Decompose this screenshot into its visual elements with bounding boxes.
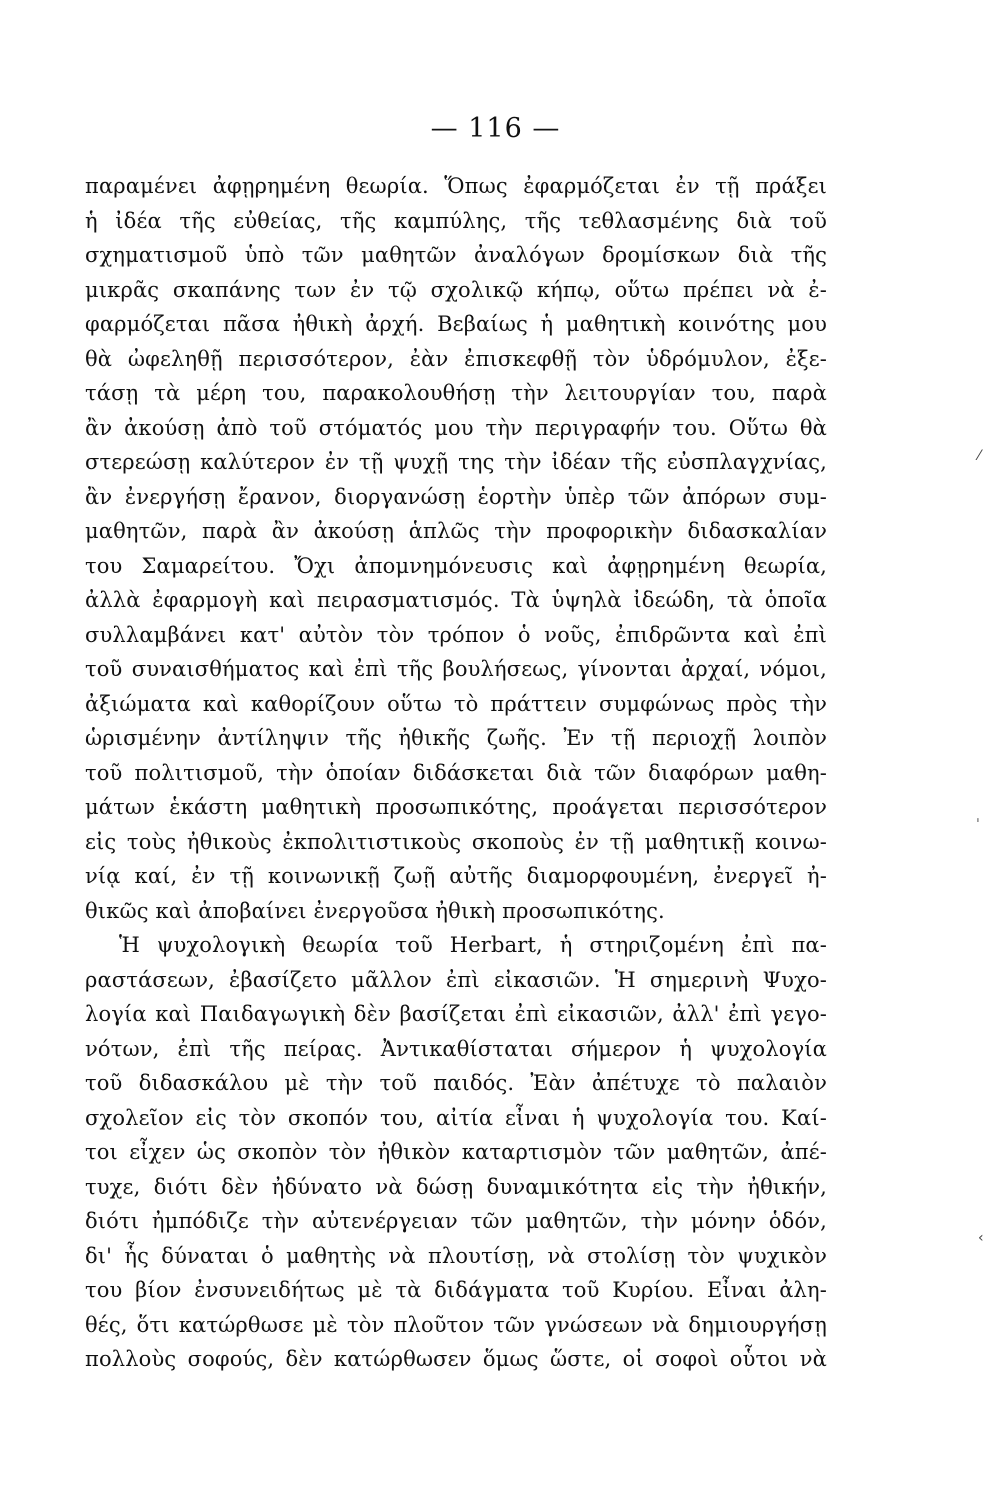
text-line: του βίον ἐνσυνειδήτως μὲ τὰ διδάγματα τοῦ Κυρίου. Εἶναι ἀλη-: [85, 1278, 827, 1302]
text-line: ἡ ἰδέα τῆς εὐθείας, τῆς καμπύλης, τῆς τεθλασμένης διὰ τοῦ: [85, 208, 827, 233]
text-line: του Σαμαρείτου. Ὄχι ἀπομνημόνευσις καὶ ἀφῃρημένη θεωρία,: [85, 553, 827, 578]
text-line: μικρᾶς σκαπάνης των ἐν τῷ σχολικῷ κήπῳ, οὕτω πρέπει νὰ ἐ-: [85, 277, 827, 302]
text-line: ἂν ἀκούσῃ ἀπὸ τοῦ στόματός μου τὴν περιγραφήν του. Οὕτω θὰ: [85, 415, 827, 440]
text-line: θὰ ὠφεληθῇ περισσότερον, ἐὰν ἐπισκεφθῇ τὸν ὑδρόμυλον, ἐξε-: [85, 346, 827, 371]
text-line: μαθητῶν, παρὰ ἂν ἀκούσῃ ἁπλῶς τὴν προφορικὴν διδασκαλίαν: [85, 519, 827, 543]
text-line: τοῦ πολιτισμοῦ, τὴν ὁποίαν διδάσκεται διὰ τῶν διαφόρων μαθη-: [85, 760, 827, 785]
text-line: τυχε, διότι δὲν ἠδύνατο νὰ δώσῃ δυναμικότητα εἰς τὴν ἠθικήν,: [85, 1174, 827, 1199]
text-line: εἰς τοὺς ἠθικοὺς ἐκπολιτιστικοὺς σκοποὺς ἐν τῇ μαθητικῇ κοινω-: [85, 829, 827, 854]
text-line: τοῦ συναισθήματος καὶ ἐπὶ τῆς βουλήσεως, γίνονται ἀρχαί, νόμοι,: [85, 657, 827, 681]
text-line: θές, ὅτι κατώρθωσε μὲ τὸν πλοῦτον τῶν γνώσεων νὰ δημιουργήσῃ: [85, 1312, 827, 1337]
text-line: ραστάσεων, ἐβασίζετο μᾶλλον ἐπὶ εἰκασιῶν. Ἡ σημερινὴ Ψυχο-: [85, 967, 827, 992]
text-line: δι' ἧς δύναται ὁ μαθητὴς νὰ πλουτίσῃ, νὰ στολίσῃ τὸν ψυχικὸν: [85, 1243, 827, 1268]
text-line: ἀξιώματα καὶ καθορίζουν οὕτω τὸ πράττειν συμφώνως πρὸς τὴν: [85, 691, 827, 716]
margin-speck: ‹: [978, 1230, 984, 1246]
text-line: παραμένει ἀφῃρημένη θεωρία. Ὅπως ἐφαρμόζεται ἐν τῇ πράξει: [85, 174, 827, 198]
text-line: τοι εἶχεν ὡς σκοπὸν τὸν ἠθικὸν καταρτισμὸν τῶν μαθητῶν, ἀπέ-: [85, 1140, 827, 1164]
paragraph-end-line: θικῶς καὶ ἀποβαίνει ἐνεργοῦσα ἠθικὴ προσωπικότης.: [85, 898, 665, 923]
text-line: φαρμόζεται πᾶσα ἠθικὴ ἀρχή. Βεβαίως ἡ μαθητικὴ κοινότης μου: [85, 312, 827, 336]
text-line: σχηματισμοῦ ὑπὸ τῶν μαθητῶν ἀναλόγων δρομίσκων διὰ τῆς: [85, 243, 827, 267]
text-line: ὡρισμένην ἀντίληψιν τῆς ἠθικῆς ζωῆς. Ἐν τῇ περιοχῇ λοιπὸν: [85, 726, 827, 750]
text-line: στερεώσῃ καλύτερον ἐν τῇ ψυχῇ της τὴν ἰδέαν τῆς εὐσπλαγχνίας,: [85, 450, 827, 474]
margin-speck: ⁄: [978, 448, 981, 464]
text-line: μάτων ἑκάστη μαθητικὴ προσωπικότης, προάγεται περισσότερον: [85, 795, 827, 819]
text-line: ἀλλὰ ἐφαρμογὴ καὶ πειρασματισμός. Τὰ ὑψηλὰ ἰδεώδη, τὰ ὁποῖα: [85, 588, 827, 612]
page-number: — 116 —: [430, 113, 561, 144]
text-line: τάσῃ τὰ μέρη του, παρακολουθήσῃ τὴν λειτουργίαν του, παρὰ: [85, 381, 827, 405]
text-line: σχολεῖον εἰς τὸν σκοπόν του, αἰτία εἶναι ἡ ψυχολογία του. Καί-: [85, 1105, 827, 1130]
text-line: πολλοὺς σοφούς, δὲν κατώρθωσεν ὅμως ὥστε, οἱ σοφοὶ οὗτοι νὰ: [85, 1347, 827, 1371]
margin-speck: ˌ: [976, 808, 980, 824]
text-line: διότι ἠμπόδιζε τὴν αὐτενέργειαν τῶν μαθητῶν, τὴν μόνην ὁδόν,: [85, 1209, 827, 1233]
text-line: συλλαμβάνει κατ' αὐτὸν τὸν τρόπον ὁ νοῦς, ἐπιδρῶντα καὶ ἐπὶ: [85, 622, 827, 647]
body-text: [85, 169, 827, 1377]
text-line: λογία καὶ Παιδαγωγικὴ δὲν βασίζεται ἐπὶ εἰκασιῶν, ἀλλ' ἐπὶ γεγο-: [85, 1002, 827, 1026]
text-line: νότων, ἐπὶ τῆς πείρας. Ἀντικαθίσταται σήμερον ἡ ψυχολογία: [85, 1036, 827, 1061]
paragraph-start-line: Ἡ ψυχολογικὴ θεωρία τοῦ Herbart, ἡ στηριζομένη ἐπὶ πα-: [119, 933, 827, 957]
text-line: τοῦ διδασκάλου μὲ τὴν τοῦ παιδός. Ἐὰν ἀπέτυχε τὸ παλαιὸν: [85, 1071, 827, 1095]
text-line: νίᾳ καί, ἐν τῇ κοινωνικῇ ζωῇ αὐτῆς διαμορφουμένη, ἐνεργεῖ ἠ-: [85, 864, 827, 888]
text-line: ἂν ἐνεργήσῃ ἔρανον, διοργανώσῃ ἑορτὴν ὑπὲρ τῶν ἀπόρων συμ-: [85, 484, 827, 509]
